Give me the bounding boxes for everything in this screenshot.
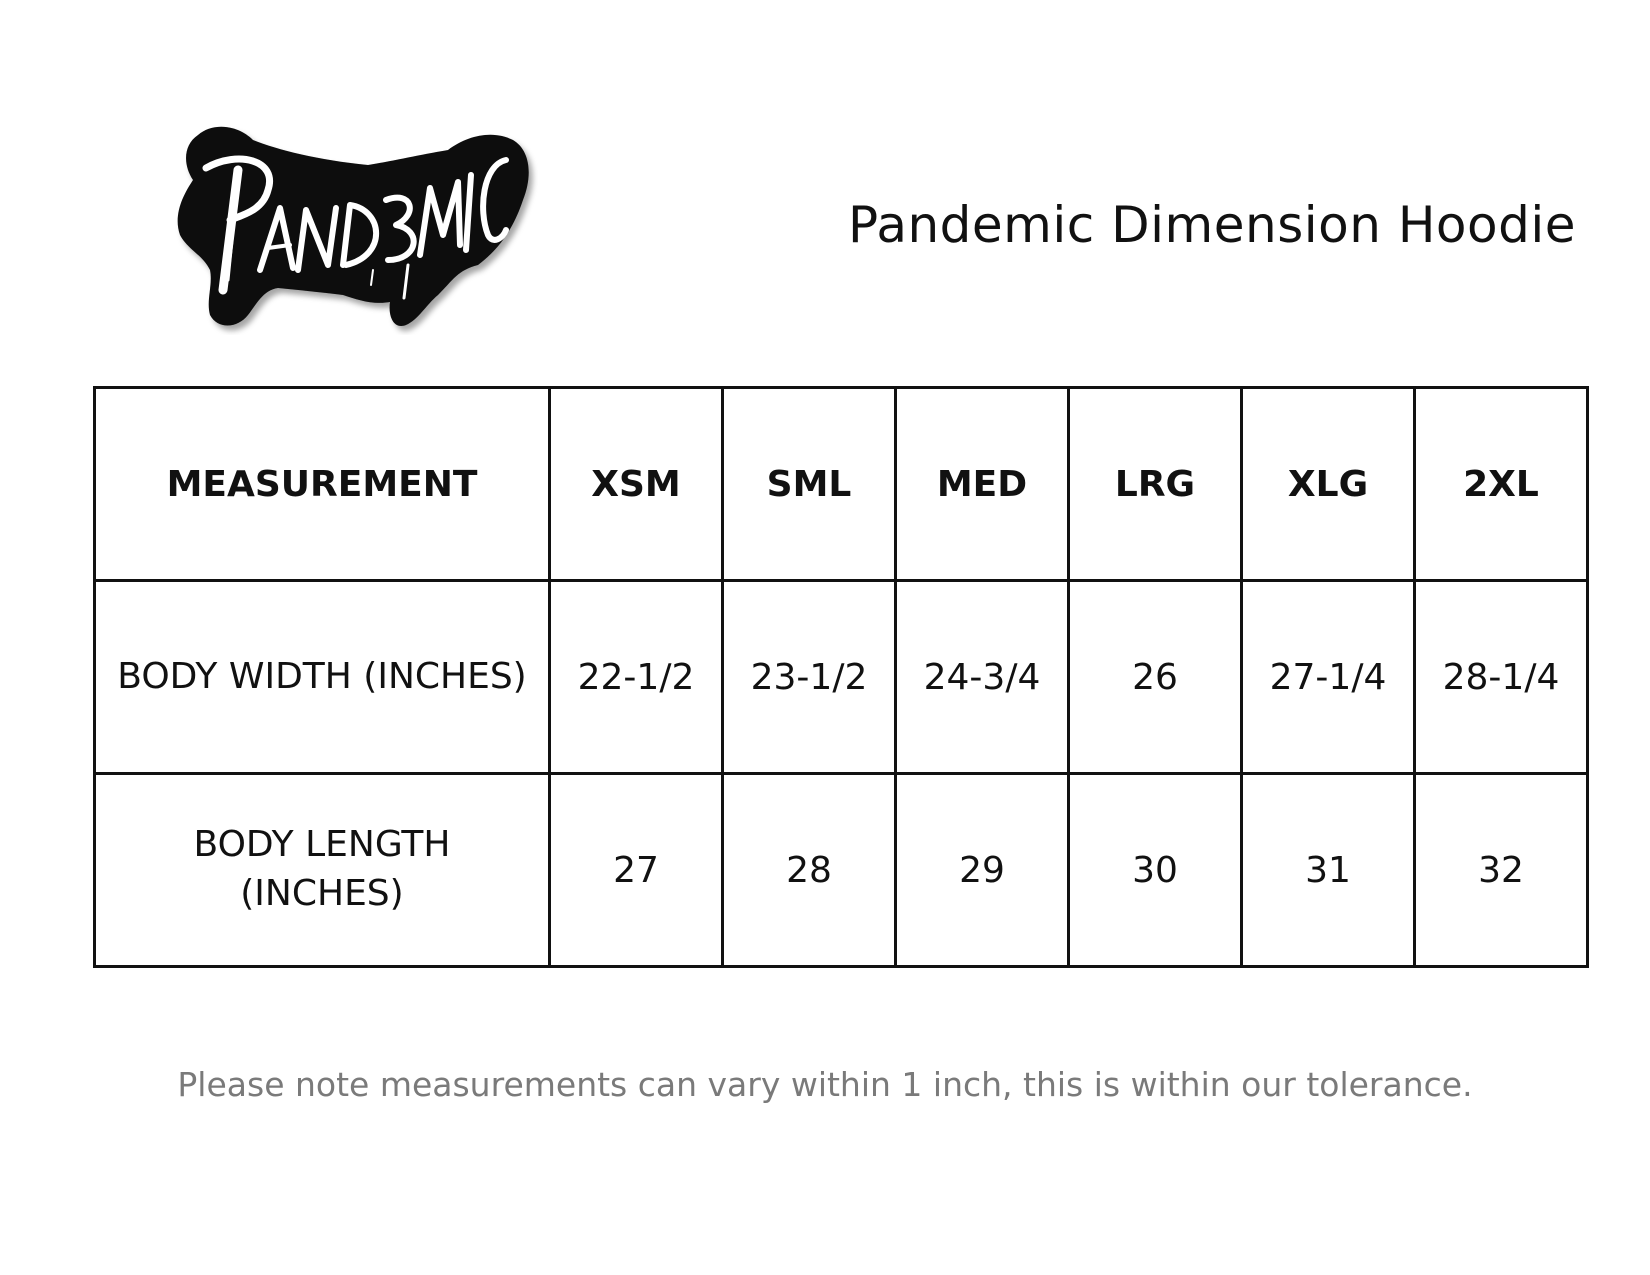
pandemic-logo-icon [168,120,538,335]
table-cell: 30 [1069,774,1242,967]
tolerance-note: Please note measurements can vary within 1 inch, this is within our tolerance. [177,1065,1473,1104]
header-size-sml: SML [723,388,896,581]
row-label-body-length [95,774,550,967]
header-size-2xl: 2XL [1415,388,1588,581]
header-size-med: MED [896,388,1069,581]
header-measurement: MEASUREMENT [95,388,550,581]
row-label-text: BODY LENGTH (INCHES) [193,824,451,914]
table-cell: 23-1/2 [723,581,896,774]
table-cell: 27-1/4 [1242,581,1415,774]
row-label-body-width: BODY WIDTH (INCHES) [95,581,550,774]
table-cell: 22-1/2 [550,581,723,774]
product-title: Pandemic Dimension Hoodie [847,196,1576,254]
table-row [95,774,1588,967]
table-header-row [95,388,1588,581]
header-size-xsm: XSM [550,388,723,581]
brand-logo [168,120,538,335]
table-cell: 26 [1069,581,1242,774]
table-cell: 31 [1242,774,1415,967]
table-cell: 28 [723,774,896,967]
table-cell: 27 [550,774,723,967]
table-cell: 24-3/4 [896,581,1069,774]
table-cell: 28-1/4 [1415,581,1588,774]
table-cell: 32 [1415,774,1588,967]
table-row [95,581,1588,774]
header-size-lrg: LRG [1069,388,1242,581]
header-size-xlg: XLG [1242,388,1415,581]
table-cell: 29 [896,774,1069,967]
size-chart-table [93,386,1589,968]
